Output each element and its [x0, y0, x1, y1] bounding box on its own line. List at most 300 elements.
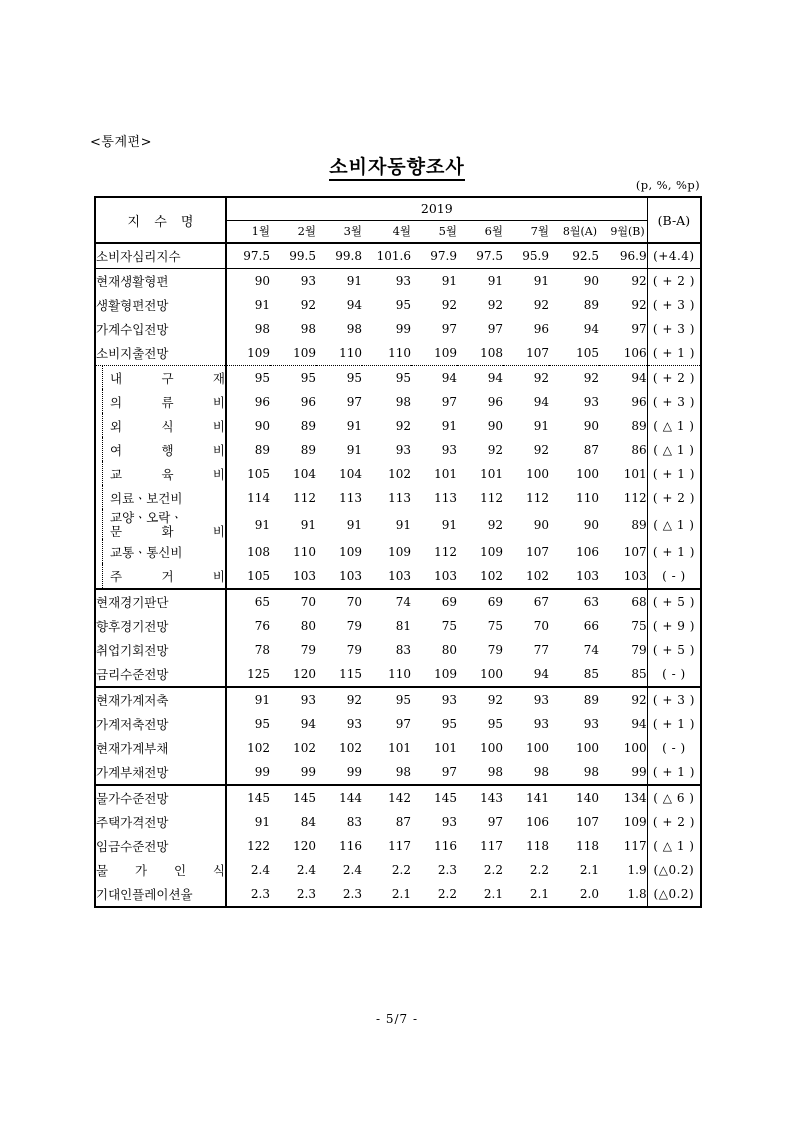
cell-value: 92	[395, 419, 411, 433]
row-label-text: 소비자심리지수	[96, 249, 181, 264]
header-month-9: 9월(B)	[599, 220, 647, 243]
cell-value: 91	[254, 298, 270, 312]
cell-value: 105	[247, 467, 270, 481]
cell-value: 107	[526, 545, 549, 559]
cell-value: 92	[457, 687, 503, 712]
cell-value: 98	[583, 765, 599, 779]
table-row	[95, 638, 701, 662]
row-label-text: 가계저축전망	[96, 717, 169, 732]
row-label-text: 내 구 재	[110, 371, 225, 386]
row-label-text: 여 행 비	[110, 443, 225, 458]
cell-value: 2.3	[342, 887, 362, 901]
cell-value: 91	[533, 274, 549, 288]
cell-value: 79	[631, 643, 647, 657]
cell-diff: ( + 3 )	[647, 293, 701, 317]
cell-diff: ( △ 1 )	[647, 438, 701, 462]
cell-value: 93	[441, 443, 457, 457]
cell-value: 118	[526, 839, 549, 853]
cell-value: 2.1	[529, 887, 549, 901]
row-label-text: 향후경기전망	[96, 619, 169, 634]
cell-value: 2.4	[296, 863, 316, 877]
header-month-8: 8월(A)	[549, 220, 599, 243]
cell-value: 93	[533, 717, 549, 731]
cell-value: 93	[583, 717, 599, 731]
cell-value: 98	[487, 765, 503, 779]
table-row	[95, 293, 701, 317]
cell-value: 96	[631, 395, 647, 409]
table-row	[95, 269, 701, 294]
cell-value: 77	[533, 643, 549, 657]
cell-value: 99	[395, 322, 411, 336]
cell-value: 92	[631, 298, 647, 312]
table-body	[95, 243, 701, 907]
cell-value: 95	[441, 717, 457, 731]
cell-value: 97	[631, 322, 647, 336]
row-label	[95, 341, 226, 366]
cell-value: 2.0	[579, 887, 599, 901]
row-label	[95, 614, 226, 638]
page-title-text: 소비자동향조사	[329, 156, 464, 181]
cell-value: 1.8	[627, 887, 647, 901]
cell-value: 145	[226, 785, 270, 810]
cell-value: 110	[576, 491, 599, 505]
cell-value: 97.9	[411, 243, 457, 269]
row-label-text: 생활형편전망	[96, 298, 169, 313]
row-label-line2: 문 화 비	[110, 524, 225, 539]
cell-value: 102	[247, 741, 270, 755]
cell-value: 93	[270, 687, 316, 712]
cell-value: 103	[388, 569, 411, 583]
cell-value: 101	[623, 467, 647, 481]
cell-value: 105	[576, 346, 599, 360]
row-label	[95, 638, 226, 662]
table-row	[95, 243, 701, 269]
header-month-6: 6월	[457, 220, 503, 243]
cell-value: 92	[631, 274, 647, 288]
cell-value: 109	[434, 667, 457, 681]
cell-value: 90	[254, 419, 270, 433]
header-row-year	[95, 197, 701, 220]
statistics-table-container	[94, 196, 700, 908]
cell-value: 85	[631, 667, 647, 681]
row-label-text: 현재가계부채	[96, 741, 169, 756]
cell-value: 141	[503, 785, 549, 810]
cell-value: 107	[526, 346, 549, 360]
row-label	[95, 564, 226, 589]
cell-value: 112	[526, 491, 549, 505]
cell-value: 66	[583, 619, 599, 633]
cell-value: 67	[503, 589, 549, 614]
cell-value: 96	[487, 395, 503, 409]
cell-value: 92	[503, 366, 549, 391]
cell-diff: ( △ 6 )	[647, 785, 701, 810]
cell-value: 70	[270, 589, 316, 614]
table-row	[95, 366, 701, 391]
cell-value: 101.6	[362, 243, 411, 269]
cell-value: 100	[480, 741, 503, 755]
table-row	[95, 414, 701, 438]
cell-diff: ( + 1 )	[647, 540, 701, 564]
cell-value: 102	[388, 467, 411, 481]
cell-value: 83	[346, 815, 362, 829]
cell-value: 97	[487, 322, 503, 336]
cell-value: 101	[388, 741, 411, 755]
cell-value: 90	[583, 518, 599, 532]
cell-value: 89	[631, 419, 647, 433]
cell-value: 108	[480, 346, 503, 360]
row-label	[95, 269, 226, 294]
cell-value: 95	[226, 366, 270, 391]
table-row	[95, 687, 701, 712]
cell-value: 101	[434, 741, 457, 755]
row-label-text: 임금수준전망	[96, 839, 169, 854]
cell-value: 104	[293, 467, 316, 481]
cell-value: 96	[254, 395, 270, 409]
cell-value: 89	[254, 443, 270, 457]
cell-diff: ( - )	[647, 736, 701, 760]
cell-value: 1.9	[627, 863, 647, 877]
cell-value: 117	[623, 839, 647, 853]
row-label	[95, 858, 226, 882]
cell-value: 2.2	[437, 887, 457, 901]
cell-value: 91	[346, 443, 362, 457]
cell-value: 97	[395, 717, 411, 731]
cell-value: 98	[300, 322, 316, 336]
cell-value: 90	[254, 274, 270, 288]
cell-value: 109	[480, 545, 503, 559]
cell-value: 140	[549, 785, 599, 810]
cell-value: 97.5	[226, 243, 270, 269]
row-label	[95, 687, 226, 712]
cell-value: 94	[457, 366, 503, 391]
cell-value: 99	[631, 765, 647, 779]
cell-value: 110	[293, 545, 316, 559]
table-row	[95, 712, 701, 736]
cell-value: 94	[583, 322, 599, 336]
row-label-text: 물가수준전망	[96, 791, 169, 806]
cell-value: 91	[441, 419, 457, 433]
cell-value: 95	[254, 717, 270, 731]
cell-value: 74	[583, 643, 599, 657]
table-row	[95, 438, 701, 462]
cell-value: 79	[300, 643, 316, 657]
cell-value: 97	[441, 395, 457, 409]
cell-value: 69	[457, 589, 503, 614]
cell-diff: ( + 5 )	[647, 589, 701, 614]
cell-value: 103	[623, 569, 647, 583]
cell-value: 93	[395, 274, 411, 288]
cell-diff: ( + 3 )	[647, 390, 701, 414]
table-row	[95, 390, 701, 414]
table-header	[95, 197, 701, 243]
cell-value: 91	[395, 518, 411, 532]
cell-value: 125	[247, 667, 270, 681]
cell-value: 79	[346, 643, 362, 657]
cell-diff: ( + 2 )	[647, 269, 701, 294]
cell-value: 2.2	[529, 863, 549, 877]
cell-value: 103	[434, 569, 457, 583]
row-label	[95, 486, 226, 510]
cell-value: 102	[480, 569, 503, 583]
cell-value: 94	[300, 717, 316, 731]
row-label	[95, 366, 226, 391]
cell-value: 89	[583, 298, 599, 312]
cell-value: 102	[293, 741, 316, 755]
cell-value: 90	[583, 274, 599, 288]
cell-value: 90	[487, 419, 503, 433]
cell-value: 89	[300, 443, 316, 457]
row-label	[95, 462, 226, 486]
header-year: 2019	[226, 197, 647, 220]
cell-value: 107	[623, 545, 647, 559]
cell-value: 83	[395, 643, 411, 657]
table-row	[95, 834, 701, 858]
cell-value: 104	[339, 467, 362, 481]
cell-value: 78	[254, 643, 270, 657]
row-label-text: 취업기회전망	[96, 643, 169, 658]
cell-value: 2.2	[483, 863, 503, 877]
cell-value: 93	[346, 717, 362, 731]
cell-value: 68	[599, 589, 647, 614]
row-label	[95, 589, 226, 614]
cell-value: 92	[487, 518, 503, 532]
row-label-text: 물 가 인 식	[96, 863, 225, 878]
cell-value: 101	[434, 467, 457, 481]
cell-value: 102	[526, 569, 549, 583]
cell-value: 106	[576, 545, 599, 559]
cell-value: 99	[300, 765, 316, 779]
cell-value: 99	[346, 765, 362, 779]
cell-value: 87	[583, 443, 599, 457]
cell-diff: (△0.2)	[647, 858, 701, 882]
cell-value: 97.5	[457, 243, 503, 269]
cell-value: 116	[339, 839, 362, 853]
consumer-survey-table	[94, 196, 702, 908]
cell-diff: ( △ 1 )	[647, 414, 701, 438]
cell-value: 70	[316, 589, 362, 614]
table-row	[95, 540, 701, 564]
cell-value: 120	[293, 667, 316, 681]
cell-value: 98	[346, 322, 362, 336]
cell-value: 91	[346, 274, 362, 288]
row-label	[95, 882, 226, 907]
cell-value: 115	[339, 667, 362, 681]
table-row	[95, 589, 701, 614]
cell-value: 94	[411, 366, 457, 391]
row-label-text: 주택가격전망	[96, 815, 169, 830]
cell-value: 109	[388, 545, 411, 559]
row-label-text: 가계부채전망	[96, 765, 169, 780]
cell-value: 85	[583, 667, 599, 681]
row-label	[95, 438, 226, 462]
cell-value: 80	[441, 643, 457, 657]
cell-value: 86	[631, 443, 647, 457]
cell-value: 2.4	[342, 863, 362, 877]
cell-value: 91	[487, 274, 503, 288]
cell-value: 92	[599, 687, 647, 712]
cell-value: 91	[300, 518, 316, 532]
cell-diff: ( + 1 )	[647, 712, 701, 736]
header-diff: (B-A)	[647, 197, 701, 243]
cell-value: 94	[631, 717, 647, 731]
row-label-text: 주 거 비	[110, 569, 225, 584]
cell-diff: ( + 9 )	[647, 614, 701, 638]
cell-value: 91	[346, 419, 362, 433]
cell-value: 91	[533, 419, 549, 433]
row-label	[95, 540, 226, 564]
cell-value: 109	[339, 545, 362, 559]
cell-value: 81	[395, 619, 411, 633]
cell-value: 100	[576, 741, 599, 755]
cell-value: 112	[434, 545, 457, 559]
cell-value: 69	[411, 589, 457, 614]
cell-value: 93	[395, 443, 411, 457]
table-row	[95, 510, 701, 540]
header-month-7: 7월	[503, 220, 549, 243]
table-row	[95, 341, 701, 366]
cell-value: 92	[533, 298, 549, 312]
cell-value: 94	[533, 667, 549, 681]
page-title	[0, 152, 794, 179]
table-row	[95, 785, 701, 810]
row-label-line1: 교양ㆍ오락ㆍ	[110, 510, 183, 525]
section-tag: <통계편>	[90, 135, 152, 150]
cell-value: 100	[480, 667, 503, 681]
cell-value: 95	[316, 366, 362, 391]
cell-diff: ( + 2 )	[647, 366, 701, 391]
cell-value: 93	[411, 687, 457, 712]
row-label	[95, 662, 226, 687]
cell-value: 75	[487, 619, 503, 633]
cell-value: 80	[300, 619, 316, 633]
cell-value: 70	[533, 619, 549, 633]
cell-value: 93	[503, 687, 549, 712]
cell-value: 92	[549, 366, 599, 391]
cell-value: 2.2	[391, 863, 411, 877]
cell-value: 89	[631, 518, 647, 532]
cell-value: 112	[623, 491, 647, 505]
cell-value: 117	[480, 839, 503, 853]
cell-value: 92	[300, 298, 316, 312]
row-label-text: 현재가계저축	[96, 693, 169, 708]
header-month-2: 2월	[270, 220, 316, 243]
cell-value: 120	[293, 839, 316, 853]
row-label-multiline	[110, 510, 225, 540]
cell-value: 91	[441, 274, 457, 288]
cell-value: 2.4	[250, 863, 270, 877]
cell-value: 109	[623, 815, 647, 829]
cell-value: 122	[247, 839, 270, 853]
cell-value: 92	[533, 443, 549, 457]
table-row	[95, 882, 701, 907]
cell-value: 94	[346, 298, 362, 312]
cell-value: 110	[388, 346, 411, 360]
table-row	[95, 614, 701, 638]
cell-value: 84	[300, 815, 316, 829]
cell-value: 98	[254, 322, 270, 336]
row-label-text: 외 식 비	[110, 419, 225, 434]
cell-diff: ( + 2 )	[647, 810, 701, 834]
cell-value: 116	[434, 839, 457, 853]
row-label-text: 현재생활형편	[96, 274, 169, 289]
cell-value: 144	[316, 785, 362, 810]
unit-note: (p, %, %p)	[635, 178, 700, 192]
cell-value: 98	[395, 765, 411, 779]
cell-value: 103	[339, 569, 362, 583]
cell-value: 92	[487, 443, 503, 457]
row-label-text: 의료ㆍ보건비	[110, 491, 183, 506]
cell-diff: (+4.4)	[647, 243, 701, 269]
row-label	[95, 390, 226, 414]
cell-diff: (△0.2)	[647, 882, 701, 907]
cell-value: 100	[576, 467, 599, 481]
cell-value: 113	[339, 491, 362, 505]
cell-value: 79	[487, 643, 503, 657]
cell-diff: ( + 3 )	[647, 317, 701, 341]
cell-value: 2.1	[391, 887, 411, 901]
cell-value: 95	[362, 687, 411, 712]
cell-value: 95	[362, 366, 411, 391]
table-row	[95, 317, 701, 341]
cell-value: 113	[388, 491, 411, 505]
cell-value: 2.3	[296, 887, 316, 901]
cell-value: 99.5	[270, 243, 316, 269]
cell-value: 91	[226, 687, 270, 712]
cell-value: 98	[533, 765, 549, 779]
table-row	[95, 462, 701, 486]
row-label	[95, 510, 226, 540]
cell-value: 145	[411, 785, 457, 810]
cell-value: 99.8	[316, 243, 362, 269]
cell-value: 98	[395, 395, 411, 409]
cell-value: 97	[487, 815, 503, 829]
row-label	[95, 712, 226, 736]
cell-value: 97	[346, 395, 362, 409]
header-month-4: 4월	[362, 220, 411, 243]
table-row	[95, 564, 701, 589]
cell-value: 94	[599, 366, 647, 391]
row-label	[95, 834, 226, 858]
cell-value: 95.9	[503, 243, 549, 269]
cell-value: 112	[293, 491, 316, 505]
cell-diff: ( + 5 )	[647, 638, 701, 662]
row-label-text: 가계수입전망	[96, 322, 169, 337]
cell-value: 108	[247, 545, 270, 559]
cell-value: 112	[480, 491, 503, 505]
cell-value: 63	[549, 589, 599, 614]
cell-value: 90	[533, 518, 549, 532]
cell-value: 92	[441, 298, 457, 312]
table-row	[95, 760, 701, 785]
cell-value: 113	[434, 491, 457, 505]
cell-value: 114	[247, 491, 270, 505]
row-label-text: 금리수준전망	[96, 667, 169, 682]
cell-diff: ( + 3 )	[647, 687, 701, 712]
cell-value: 89	[300, 419, 316, 433]
cell-value: 94	[533, 395, 549, 409]
row-label-text: 교 육 비	[110, 467, 225, 482]
cell-value: 93	[583, 395, 599, 409]
cell-value: 92.5	[549, 243, 599, 269]
cell-value: 92	[316, 687, 362, 712]
cell-value: 75	[441, 619, 457, 633]
cell-value: 96.9	[599, 243, 647, 269]
row-label	[95, 293, 226, 317]
cell-value: 100	[526, 741, 549, 755]
cell-value: 65	[226, 589, 270, 614]
cell-value: 91	[346, 518, 362, 532]
cell-diff: ( - )	[647, 662, 701, 687]
